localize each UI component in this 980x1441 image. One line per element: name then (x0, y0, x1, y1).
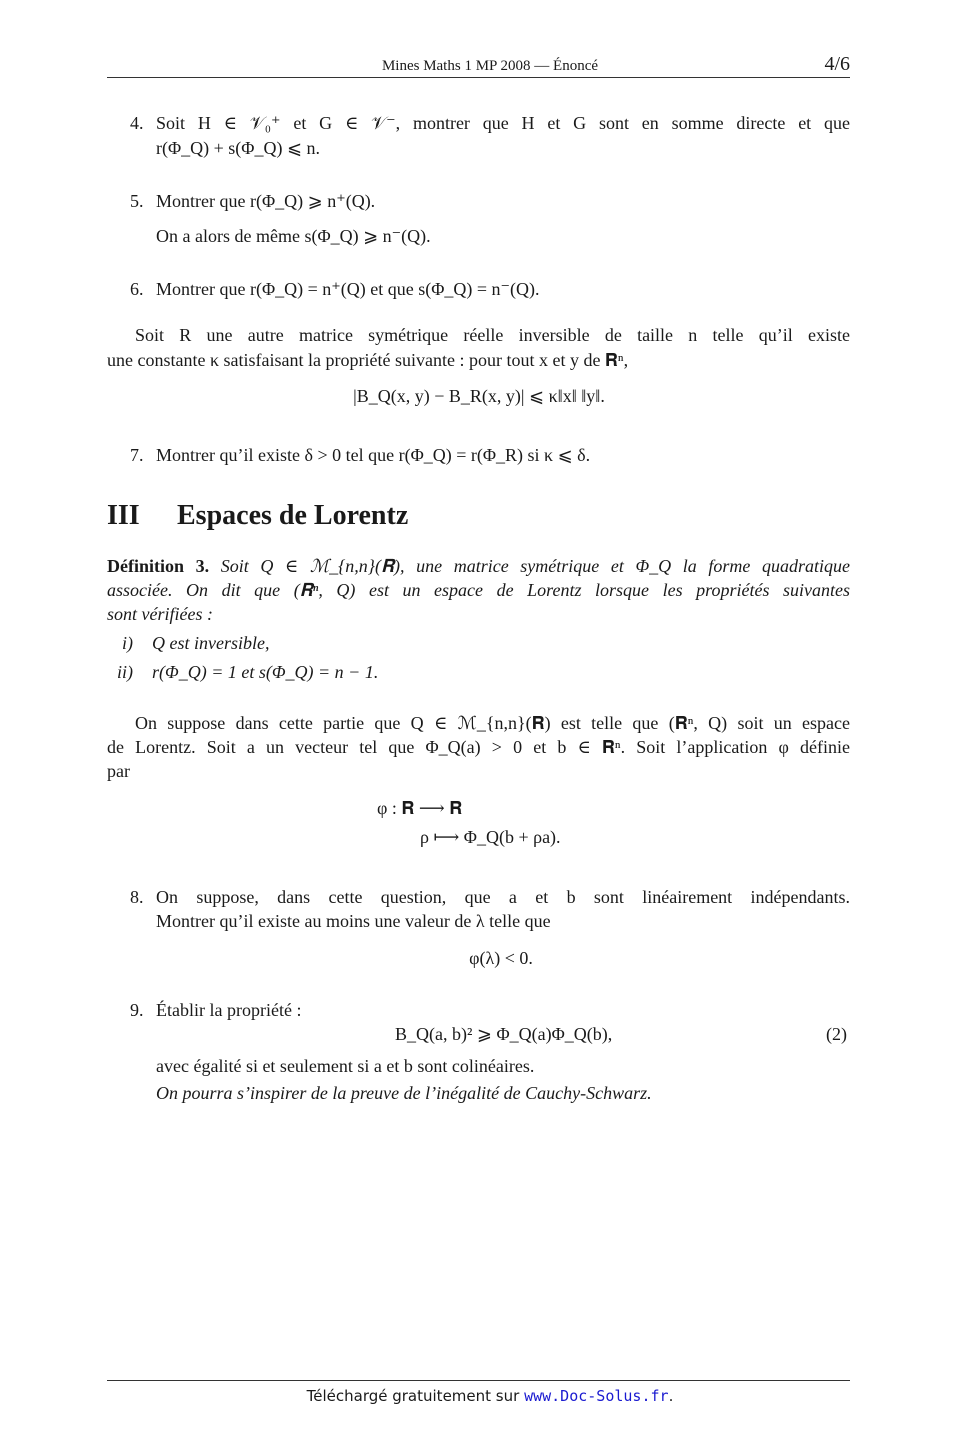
q9-number: 9. (130, 1000, 144, 1020)
para1-line2: une constante κ satisfaisant la propriété suivante : pour tout x et y de 𝐑ⁿ, (107, 350, 629, 370)
q4-number: 4. (130, 113, 144, 133)
q8-line2: Montrer qu’il existe au moins une valeur de λ telle que (156, 911, 551, 931)
definition-label: Définition 3. (107, 556, 210, 576)
q9-hint: On pourra s’inspirer de la preuve de l’inégalité de Cauchy-Schwarz. (156, 1083, 652, 1103)
q5-line2: On a alors de même s(Φ_Q) ⩾ n⁻(Q). (156, 226, 431, 246)
para2-line2: de Lorentz. Soit a un vecteur tel que Φ_Q(a) > 0 et b ∈ 𝐑ⁿ. Soit l’application φ définie (107, 737, 850, 757)
q4-line2: r(Φ_Q) + s(Φ_Q) ⩽ n. (156, 138, 321, 158)
definition-line2: associée. On dit que (𝐑ⁿ, Q) est un espace de Lorentz lorsque les propriétés suivantes (107, 580, 850, 600)
section-title: Espaces de Lorentz (177, 500, 409, 531)
equation-number: (2) (826, 1024, 847, 1044)
q6-line1: Montrer que r(Φ_Q) = n⁺(Q) et que s(Φ_Q) = n⁻(Q). (156, 279, 540, 299)
footer (0, 1387, 980, 1405)
q9-formula: B_Q(a, b)² ⩾ Φ_Q(a)Φ_Q(b), (395, 1024, 613, 1044)
definition-line3: sont vérifiées : (107, 604, 213, 624)
q5-number: 5. (130, 191, 144, 211)
page-number: 4/6 (824, 53, 850, 75)
q6-number: 6. (130, 279, 144, 299)
definition-line1 (107, 554, 850, 578)
section-heading (107, 500, 408, 532)
para2-line3: par (107, 761, 130, 781)
q9-line2: avec égalité si et seulement si a et b sont colinéaires. (156, 1056, 535, 1076)
header-rule (107, 77, 850, 78)
section-number: III (107, 500, 140, 531)
q8-formula: φ(λ) < 0. (469, 948, 533, 968)
map-line1: φ : 𝐑 ⟶ 𝐑 (377, 798, 463, 818)
map-line2: ρ ⟼ Φ_Q(b + ρa). (420, 827, 561, 847)
para1-line1: Soit R une autre matrice symétrique réelle inversible de taille n telle qu’il existe (135, 325, 850, 345)
definition-item: Q est inversible, (152, 633, 270, 653)
footer-end: . (668, 1387, 674, 1405)
footer-link[interactable]: www.Doc-Solus.fr (524, 1387, 669, 1405)
definition-item: r(Φ_Q) = 1 et s(Φ_Q) = n − 1. (152, 662, 379, 682)
definition-text: Soit Q ∈ ℳ_{n,n}(𝐑), une matrice symétrique et Φ_Q la forme quadratique (220, 556, 850, 576)
q8-line1: On suppose, dans cette question, que a et b sont linéairement indépendants. (156, 887, 850, 907)
q5-line1: Montrer que r(Φ_Q) ⩾ n⁺(Q). (156, 191, 376, 211)
definition-item-marker: ii) (117, 662, 133, 682)
para2-line1: On suppose dans cette partie que Q ∈ ℳ_{n,n}(𝐑) est telle que (𝐑ⁿ, Q) soit un espace (135, 713, 850, 733)
q4-line1: Soit H ∈ 𝒱₀⁺ et G ∈ 𝒱⁻, montrer que H et G sont en somme directe et que (156, 113, 850, 133)
definition-item-marker: i) (122, 633, 133, 653)
para1-formula: |B_Q(x, y) − B_R(x, y)| ⩽ κ‖x‖ ‖y‖. (353, 386, 605, 406)
q9-line1: Établir la propriété : (156, 1000, 302, 1020)
q7-line1: Montrer qu’il existe δ > 0 tel que r(Φ_Q) = r(Φ_R) si κ ⩽ δ. (156, 445, 591, 465)
q7-number: 7. (130, 445, 144, 465)
header-title: Mines Maths 1 MP 2008 — Énoncé (381, 58, 599, 74)
footer-rule (107, 1380, 850, 1381)
footer-text: Téléchargé gratuitement sur (306, 1387, 520, 1405)
q8-number: 8. (130, 887, 144, 907)
